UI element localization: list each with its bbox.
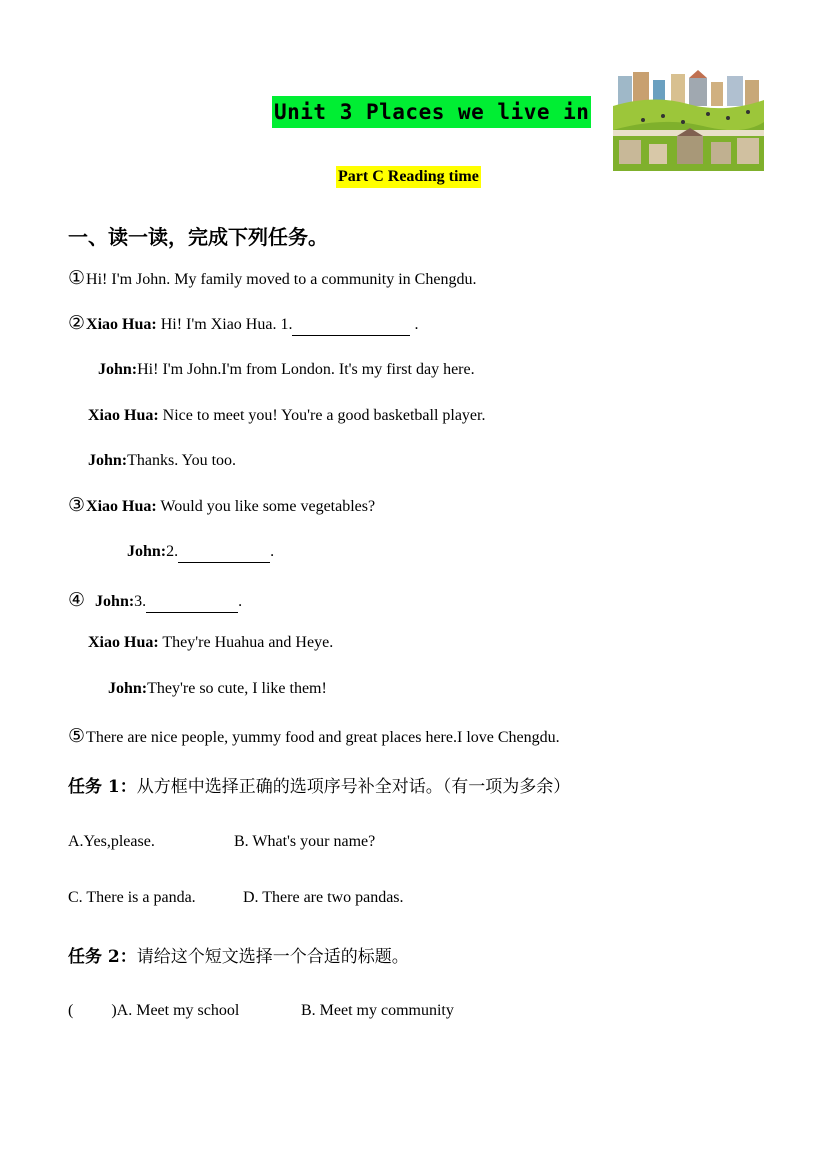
speaker-xiao-hua: Xiao Hua: — [86, 316, 157, 333]
passage-line-3 — [98, 359, 475, 381]
dialogue-text: Would you like some vegetables? — [156, 498, 376, 515]
dialogue-text: 3. — [134, 593, 147, 610]
task-2-answer-line — [68, 1000, 239, 1022]
dialogue-text: Hi! I'm John.I'm from London. It's my first day here. — [137, 361, 475, 378]
speaker-john: John: — [127, 543, 167, 560]
speaker-xiao-hua: Xiao Hua: — [88, 407, 159, 424]
passage-line-10 — [108, 678, 327, 700]
task-2-option-a: A. Meet my school — [116, 1002, 240, 1019]
dialogue-text: 2. — [166, 543, 179, 560]
answer-blank-1[interactable] — [292, 318, 410, 336]
dialogue-text: Thanks. You too. — [127, 452, 237, 469]
speaker-xiao-hua: Xiao Hua: — [88, 634, 159, 651]
paragraph-number: ④ — [68, 590, 86, 611]
speaker-john: John: — [88, 452, 128, 469]
speaker-john: John: — [108, 680, 148, 697]
passage-line-9 — [88, 632, 333, 654]
dialogue-text: Hi! I'm Xiao Hua. 1. — [156, 316, 293, 333]
dialogue-text-end: . — [238, 593, 243, 610]
answer-blank-3[interactable] — [146, 595, 238, 613]
passage-line-1 — [68, 268, 476, 291]
passage-line-11 — [68, 726, 560, 749]
passage-line-6 — [68, 495, 375, 518]
speaker-john: John: — [95, 593, 135, 610]
task-2-option-b: B. Meet my community — [301, 1002, 454, 1019]
task-2-label: 任务 2： — [68, 947, 137, 967]
dialogue-text-end: . — [270, 543, 275, 560]
task-1-text: 从方框中选择正确的选项序号补全对话。（有一项为多余） — [136, 777, 571, 797]
speaker-john: John: — [98, 361, 138, 378]
page-subtitle: Part C Reading time — [336, 166, 481, 188]
speaker-xiao-hua: Xiao Hua: — [86, 498, 157, 515]
answer-blank-2[interactable] — [178, 545, 270, 563]
task-1-label: 任务 1： — [68, 777, 137, 797]
page-title: Unit 3 Places we live in — [272, 96, 591, 128]
task-2-instruction — [68, 942, 409, 967]
task-1-option-d: D. There are two pandas. — [243, 889, 404, 906]
passage-text: Hi! I'm John. My family moved to a community in Chengdu. — [86, 271, 477, 288]
answer-bracket-open: ( — [68, 1002, 74, 1019]
task-1-option-a: A.Yes,please. — [68, 833, 155, 850]
community-illustration — [613, 70, 764, 171]
paragraph-number: ① — [68, 268, 86, 289]
paragraph-number: ③ — [68, 495, 86, 516]
passage-line-7 — [127, 541, 274, 563]
task-1-option-b: B. What's your name? — [234, 833, 376, 850]
task-2-text: 请给这个短文选择一个合适的标题。 — [136, 947, 409, 967]
dialogue-text: They're so cute, I like them! — [147, 680, 327, 697]
dialogue-text-end: . — [410, 316, 419, 333]
task-1-instruction — [68, 772, 570, 797]
passage-text: There are nice people, yummy food and great places here.I love Chengdu. — [86, 729, 560, 746]
task-1-option-c: C. There is a panda. — [68, 889, 196, 906]
section-heading: 一、读一读，完成下列任务。 — [68, 225, 328, 249]
dialogue-text: They're Huahua and Heye. — [158, 634, 334, 651]
dialogue-text: Nice to meet you! You're a good basketball player. — [158, 407, 486, 424]
passage-line-4 — [88, 405, 485, 427]
passage-line-2 — [68, 313, 418, 336]
answer-bracket-close: ) — [111, 1002, 117, 1019]
passage-line-8 — [68, 590, 242, 613]
paragraph-number: ② — [68, 313, 86, 334]
passage-line-5 — [88, 450, 236, 472]
paragraph-number: ⑤ — [68, 726, 86, 747]
